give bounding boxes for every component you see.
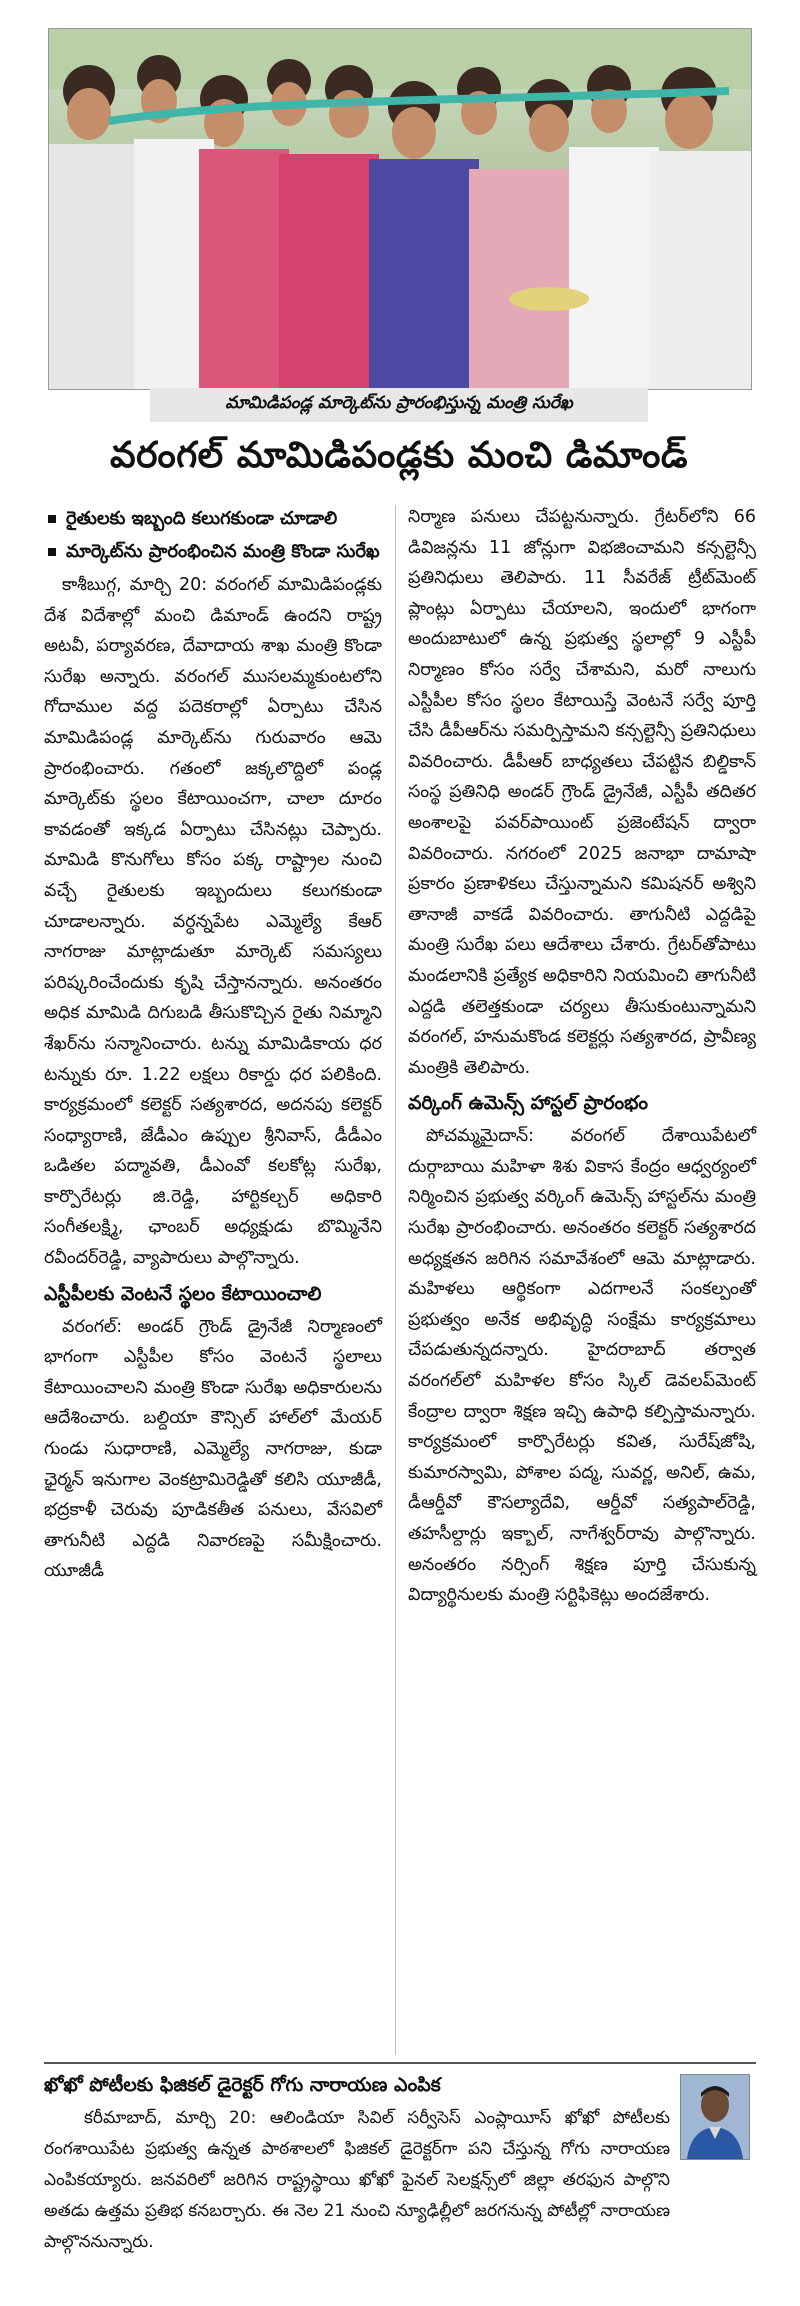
market-inauguration-photo: [49, 29, 751, 389]
left-column: [44, 502, 382, 1587]
article-paragraph: నిర్మాణ పనులు చేపట్టనున్నారు. గ్రేటర్‌లోని 66 డివిజన్లను 11 జోన్లుగా విభజించామని కన్సల్టెన్సీ ప్రతినిధులు తెలిపారు. 11 సీవరేజ్ ట్రీట్‌మెంట్ ప్లాంట్లు ఏర్పాటు చేయాలని, ఇందులో భాగంగా అందుబాటులో ఉన్న ప్రభుత్వ స్థలాల్లో 9 ఎస్టీపీ నిర్మాణం కోసం సర్వే చేశామని, మరో నాలుగు ఎస్టీపీల కోసం స్థలం కేటాయిస్తే వెంటనే సర్వే పూర్తి చేసి డీపీఆర్‌ను సమర్పిస్తామని కన్సల్టెన్సీ ప్రతినిధులు వివరించారు. డీపీఆర్ బాధ్యతలు చేపట్టిన బిల్డికాన్ సంస్థ ప్రతినిధి అండర్ గ్రౌండ్ డ్రైనేజీ, ఎస్టీపీ తదితర అంశాలపై పవర్‌పాయింట్ ప్రజెంటేషన్ ద్వారా వివరించారు. నగరంలో 2025 జనాభా దామాషా ప్రకారం ప్రణాళికలు చేస్తున్నామని కమిషనర్ అశ్విని తానాజీ వాకడే వివరించారు. తాగునీటి ఎద్దడిపై మంత్రి సురేఖ పలు ఆదేశాలు చేశారు. గ్రేటర్‌తోపాటు మండలానికి ప్రత్యేక అధికారిని నియమించి తాగునీటి ఎద్దడి తలెత్తకుండా చర్యలు తీసుకుంటున్నామని వరంగల్, హనుమకొండ కలెక్టర్లు సత్యశారద, ప్రావీణ్య మంత్రికి తెలిపారు.: [408, 507, 756, 1078]
bullet-square-icon: [48, 548, 56, 556]
section-subheading: వర్కింగ్ ఉమెన్స్ హాస్టల్ ప్రారంభం: [408, 1092, 648, 1115]
article2-title: ఖోఖో పోటీలకు ఫిజికల్ డైరెక్టర్ గోగు నారాయణ ఎంపిక: [44, 2074, 441, 2096]
person-portrait-icon: [681, 2075, 749, 2159]
photo-caption: మామిడిపండ్ల మార్కెట్‌ను ప్రారంభిస్తున్న మంత్రి సురేఖ: [150, 388, 648, 422]
portrait-photo: [680, 2074, 750, 2160]
bullet-text: మార్కెట్‌ను ప్రారంభించిన మంత్రి కొండా సురేఖ: [66, 541, 380, 562]
bullet-item: [44, 502, 382, 535]
news-photo: [48, 28, 752, 390]
article-paragraph: కాశీబుగ్గ, మార్చి 20: వరంగల్ మామిడిపండ్లకు దేశ విదేశాల్లో మంచి డిమాండ్ ఉందని రాష్ట్ర అటవీ, పర్యావరణ, దేవాదాయ శాఖ మంత్రి కొండా సురేఖ అన్నారు. వరంగల్ ముసలమ్మకుంటలోని గోదాముల వద్ద పదెకరాల్లో ఏర్పాటు చేసిన మామిడిపండ్ల మార్కెట్‌ను గురువారం ఆమె ప్రారంభించారు. గతంలో జక్కలొద్దిలో పండ్ల మార్కెట్‌కు స్థలం కేటాయించగా, చాలా దూరం కావడంతో ఇక్కడ ఏర్పాటు చేసినట్లు చెప్పారు. మామిడి కొనుగోలు కోసం పక్క రాష్ట్రాల నుంచి వచ్చే రైతులకు ఇబ్బందులు కలుగకుండా చూడాలన్నారు. వర్ధన్నపేట ఎమ్మెల్యే కేఆర్ నాగరాజు మాట్లాడుతూ మార్కెట్ సమస్యలు పరిష్కరించేందుకు కృషి చేస్తానన్నారు. అనంతరం అధిక మామిడి దిగుబడి తీసుకొచ్చిన రైతు నిమ్మాని శేఖర్‌ను సన్మానించారు. టన్ను మామిడికాయ ధర టన్నుకు రూ. 1.22 లక్షలు రికార్డు ధర పలికింది. కార్యక్రమంలో కలెక్టర్ సత్యశారద, అదనపు కలెక్టర్ సంధ్యారాణి, జేడీఎం ఉప్పుల శ్రీనివాస్, డీడీఎం ఒడితల పద్మావతి, డీఎంవో కలకోట్ల సురేఖ, కార్పొరేటర్లు జి.రెడ్డి, హార్టికల్చర్ అధికారి సంగీతలక్ష్మి, ఛాంబర్ అధ్యక్షుడు బొమ్మినేని రవీందర్‌రెడ్డి, వ్యాపారులు పాల్గొన్నారు.: [44, 575, 382, 1269]
right-column: [408, 502, 756, 1611]
article-paragraph: పోచమ్మమైదాన్: వరంగల్ దేశాయిపేటలో దుర్గాబాయి మహిళా శిశు వికాస కేంద్రం ఆధ్వర్యంలో నిర్మించిన ప్రభుత్వ వర్కింగ్ ఉమెన్స్ హాస్టల్‌ను మంత్రి సురేఖ ప్రారంభించారు. అనంతరం కలెక్టర్ సత్యశారద అధ్యక్షతన జరిగిన సమావేశంలో ఆమె మాట్లాడారు. మహిళలు ఆర్థికంగా ఎదగాలనే సంకల్పంతో ప్రభుత్వం అనేక అభివృద్ధి సంక్షేమ కార్యక్రమాలు చేపడుతున్నదన్నారు. హైదరాబాద్ తర్వాత వరంగల్‌లో మహిళల కోసం స్కిల్ డెవలప్‌మెంట్ కేంద్రాల ద్వారా శిక్షణ ఇచ్చి ఉపాధి కల్పిస్తామన్నారు. కార్యక్రమంలో కార్పొరేటర్లు కవిత, సురేష్‌జోషి, కుమారస్వామి, పోశాల పద్మ, సువర్ణ, అనిల్, ఉమ, డీఆర్డీవో కౌసల్యాదేవి, ఆర్డీవో సత్యపాల్‌రెడ్డి, తహసీల్దార్లు ఇక్బాల్, నాగేశ్వర్‌రావు పాల్గొన్నారు. అనంతరం నర్సింగ్ శిక్షణ పూర్తి చేసుకున్న విద్యార్థినులకు మంత్రి సర్టిఫికెట్లు అందజేశారు.: [408, 1126, 756, 1606]
bullet-text: రైతులకు ఇబ్బంది కలుగకుండా చూడాలి: [66, 508, 338, 529]
article2-body: కరీమాబాద్, మార్చి 20: ఆలిండియా సివిల్ సర్వీసెస్ ఎంప్లాయీస్ ఖోఖో పోటీలకు రంగశాయిపేట ప్రభుత్వ ఉన్నత పాఠశాలలో ఫిజికల్ డైరెక్టర్‌గా పని చేస్తున్న గోగు నారాయణ ఎంపికయ్యారు. జనవరిలో జరిగిన రాష్ట్రస్థాయి ఖోఖో ఫైనల్ సెలక్షన్స్‌లో జిల్లా తరఫున పాల్గొని అతడు ఉత్తమ ప్రతిభ కనబర్చారు. ఈ నెల 21 నుంచి న్యూఢిల్లీలో జరగనున్న పోటీల్లో నారాయణ పాల్గొననున్నారు.: [44, 2108, 670, 2252]
bullet-item: [44, 535, 382, 568]
headline: వరంగల్ మామిడిపండ్లకు మంచి డిమాండ్: [110, 435, 688, 476]
article2-body-wrap: [44, 2103, 670, 2258]
column-divider: [395, 505, 396, 2055]
article-separator: [44, 2062, 756, 2064]
article-paragraph: వరంగల్: అండర్ గ్రౌండ్ డ్రైనేజీ నిర్మాణంలో భాగంగా ఎస్టీపీల కోసం వెంటనే స్థలాలు కేటాయించాలని మంత్రి కొండా సురేఖ అధికారులను ఆదేశించారు. బల్దియా కౌన్సిల్ హాల్‌లో మేయర్ గుండు సుధారాణి, ఎమ్మెల్యే నాగరాజు, కుడా ఛైర్మన్ ఇనుగాల వెంకట్రామిరెడ్డితో కలిసి యూజీడీ, భద్రకాళీ చెరువు పూడికతీత పనులు, వేసవిలో తాగునీటి ఎద్దడి నివారణపై సమీక్షించారు. యూజీడీ: [44, 1316, 382, 1582]
bullet-square-icon: [48, 515, 56, 523]
section-subheading: ఎస్టీపీలకు వెంటనే స్థలం కేటాయించాలి: [44, 1282, 322, 1305]
highlight-bullets: [44, 502, 382, 568]
